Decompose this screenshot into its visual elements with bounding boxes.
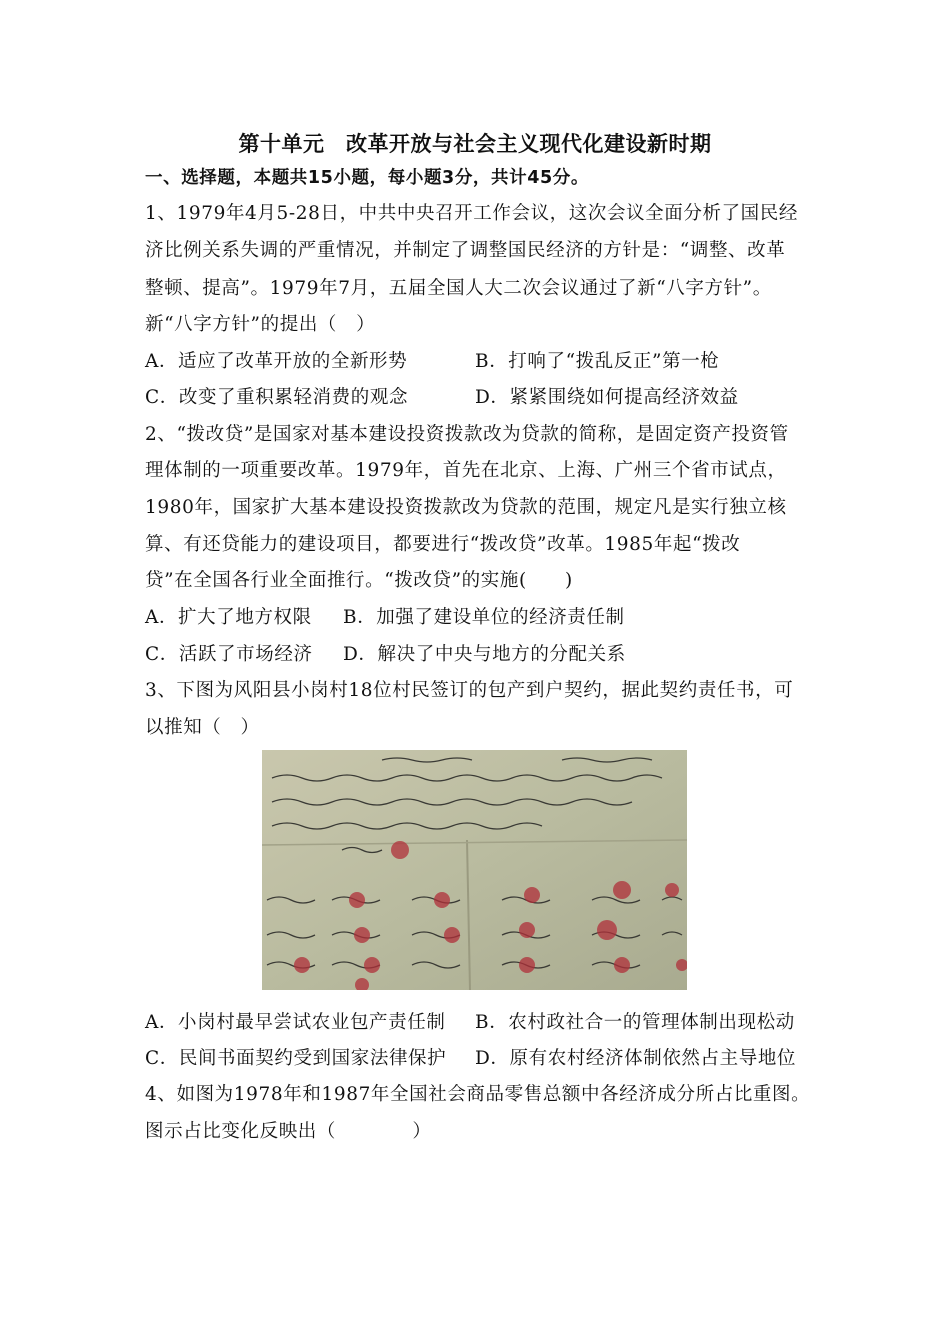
q2-option-d: D．解决了中央与地方的分配关系: [343, 644, 626, 665]
q2-line: 算、有还贷能力的建设项目，都要进行“拨改贷”改革。1985年起“拨改: [145, 534, 741, 555]
q1-line: 整顿、提高”。1979年7月，五届全国人大二次会议通过了新“八字方针”。: [145, 278, 772, 299]
q1-option-b: B．打响了“拨乱反正”第一枪: [475, 351, 720, 372]
q4-line: 图示占比变化反映出（ ）: [145, 1121, 432, 1142]
q2-option-b: B．加强了建设单位的经济责任制: [343, 607, 625, 628]
page-title: 第十单元 改革开放与社会主义现代化建设新时期: [238, 132, 712, 156]
xiaogang-contract-photo: [262, 750, 687, 990]
q1-line: 1、1979年4月5-28日，中共中央召开工作会议，这次会议全面分析了国民经: [145, 203, 798, 224]
q2-line: 理体制的一项重要改革。1979年，首先在北京、上海、广州三个省市试点，: [145, 460, 787, 481]
q1-option-a: A．适应了改革开放的全新形势: [145, 351, 408, 372]
q3-option-c: C．民间书面契约受到国家法律保护: [145, 1048, 447, 1069]
q1-option-d: D．紧紧围绕如何提高经济效益: [475, 387, 739, 408]
q1-line: 新“八字方针”的提出（ ）: [145, 314, 376, 335]
q2-line: 2、“拨改贷”是国家对基本建设投资拨款改为贷款的简称，是固定资产投资管: [145, 424, 789, 445]
q3-option-a: A．小岗村最早尝试农业包产责任制: [145, 1012, 446, 1033]
q3-line: 以推知（ ）: [145, 717, 260, 738]
q2-option-a: A．扩大了地方权限: [145, 607, 312, 628]
q1-line: 济比例关系失调的严重情况，并制定了调整国民经济的方针是：“调整、改革: [145, 240, 786, 261]
q1-option-c: C．改变了重积累轻消费的观念: [145, 387, 409, 408]
q3-option-b: B．农村政社合一的管理体制出现松动: [475, 1012, 795, 1033]
q2-line: 贷”在全国各行业全面推行。“拨改贷”的实施( ): [145, 570, 573, 591]
q3-line: 3、下图为风阳县小岗村18位村民签订的包产到户契约，据此契约责任书，可: [145, 680, 794, 701]
q2-line: 1980年，国家扩大基本建设投资拨款改为贷款的范围，规定凡是实行独立核: [145, 497, 787, 518]
q4-line: 4、如图为1978年和1987年全国社会商品零售总额中各经济成分所占比重图。: [145, 1084, 811, 1105]
section-heading: 一、选择题，本题共15小题，每小题3分，共计45分。: [145, 168, 589, 188]
q3-option-d: D．原有农村经济体制依然占主导地位: [475, 1048, 797, 1069]
q2-option-c: C．活跃了市场经济: [145, 644, 313, 665]
